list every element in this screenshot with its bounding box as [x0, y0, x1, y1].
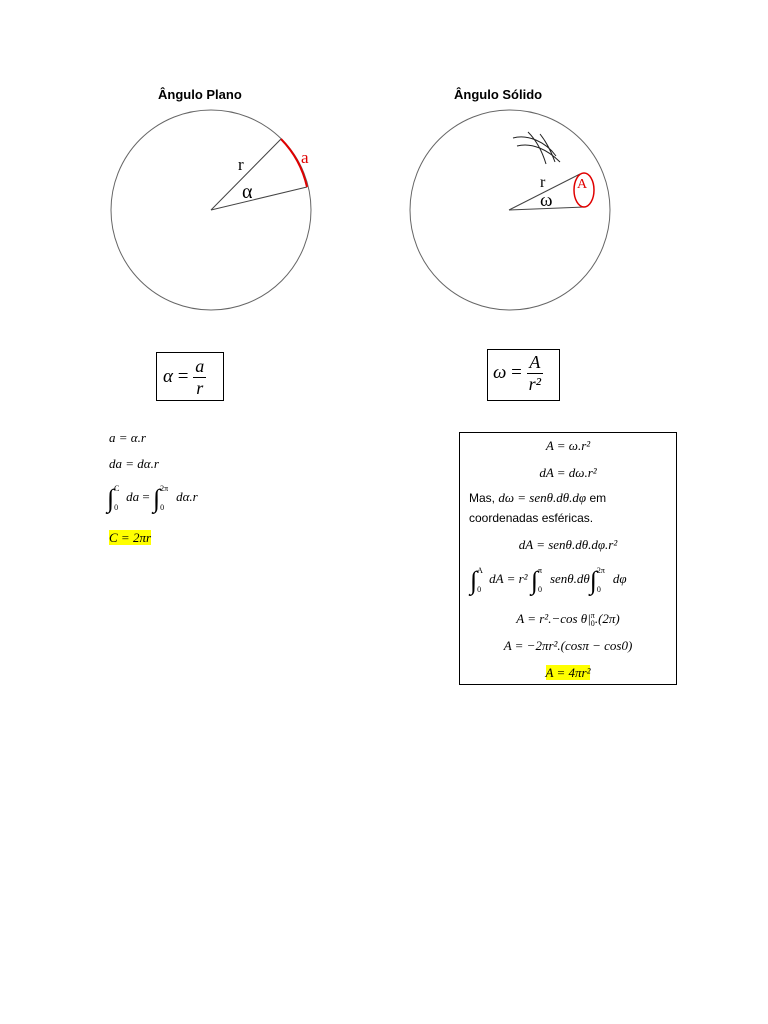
solid-int-upper-2: π: [537, 566, 542, 576]
plane-formula-num: a: [195, 356, 205, 376]
solid-int-upper-1: A: [477, 566, 483, 576]
solid-text-line: [469, 490, 606, 506]
solid-line-6-tail: .(2π): [594, 611, 620, 626]
integral-sign: ∫: [589, 566, 597, 595]
plane-formula-box: α = $\frac{a}{r}$: [156, 352, 224, 401]
solid-angle-label: ω: [540, 190, 553, 211]
solid-text-pre: Mas,: [469, 491, 496, 505]
solid-line-6: [460, 611, 676, 628]
solid-int-lower-2: 0: [537, 585, 542, 595]
plane-int-upper-1: C: [114, 484, 120, 494]
plane-angle-label: α: [242, 181, 253, 203]
solid-derivation-box: [459, 432, 677, 685]
solid-text-post: em: [589, 491, 607, 505]
solid-angle-diagram: [400, 108, 630, 318]
plane-formula-den: r: [196, 378, 204, 398]
integral-sign: ∫: [470, 566, 478, 595]
solid-result: [460, 665, 676, 681]
plane-angle-line: [211, 187, 307, 210]
plane-step-1: a = α.r: [109, 430, 146, 445]
solid-int-lower-1: 0: [477, 585, 482, 595]
plane-angle-title: Ângulo Plano: [158, 87, 242, 102]
solid-integral: [470, 562, 627, 598]
plane-int-integrand-1: da: [126, 489, 140, 504]
plane-result-highlight: C = 2πr: [109, 530, 152, 545]
plane-arc-label: a: [301, 148, 309, 167]
solid-int-integrand-2: senθ.dθ: [549, 571, 590, 586]
solid-line-6-main: A = r².−cos θ|: [516, 611, 591, 626]
plane-int-upper-2: 2π: [160, 484, 169, 494]
solid-line-6-sup: π: [590, 611, 595, 621]
plane-step-2: da = dα.r: [109, 456, 159, 471]
solid-line-4: dA = senθ.dθ.dφ.r²: [518, 537, 618, 552]
solid-line-6-sub: 0: [590, 619, 595, 629]
solid-formula-den: r²: [528, 374, 542, 394]
solid-formula-box: ω = $\frac{A}{\text{r²}}$: [487, 349, 560, 401]
integral-sign: ∫: [530, 566, 538, 595]
solid-area-label: A: [577, 177, 588, 192]
solid-int-integrand-3: dφ: [612, 571, 627, 586]
solid-text-line-2: coordenadas esféricas.: [469, 511, 594, 525]
solid-int-integrand-1: dA = r²: [489, 571, 528, 586]
solid-int-upper-3: 2π: [596, 566, 605, 576]
plane-int-integrand-2: dα.r: [176, 489, 198, 504]
plane-int-lower-2: 0: [160, 503, 165, 513]
plane-int-lower-1: 0: [114, 503, 119, 513]
solid-result-highlight: A = 4πr²: [545, 665, 591, 680]
plane-result: [109, 530, 151, 546]
integral-sign: ∫: [107, 484, 115, 513]
solid-int-lower-3: 0: [596, 585, 601, 595]
integral-sign: ∫: [152, 484, 161, 513]
solid-formula-lhs: ω: [493, 361, 507, 383]
solid-text-math: dω = senθ.dθ.dφ: [498, 490, 587, 505]
solid-radius-label: r: [540, 174, 546, 191]
solid-formula-num: A: [527, 352, 543, 374]
plane-radius-label: r: [238, 155, 244, 174]
solid-line-1: A = ω.r²: [545, 438, 591, 453]
solid-line-7: A = −2πr².(cosπ − cos0): [503, 638, 633, 653]
solid-angle-title: Ângulo Sólido: [454, 87, 543, 102]
plane-angle-diagram: [100, 108, 330, 318]
plane-formula-lhs: α: [163, 365, 173, 387]
solid-line-2: dA = dω.r²: [539, 465, 597, 480]
plane-integral: ∫ C 0 da = ∫ 2π 0 dα.r: [107, 484, 198, 513]
solid-hatch-marks: [513, 132, 560, 164]
